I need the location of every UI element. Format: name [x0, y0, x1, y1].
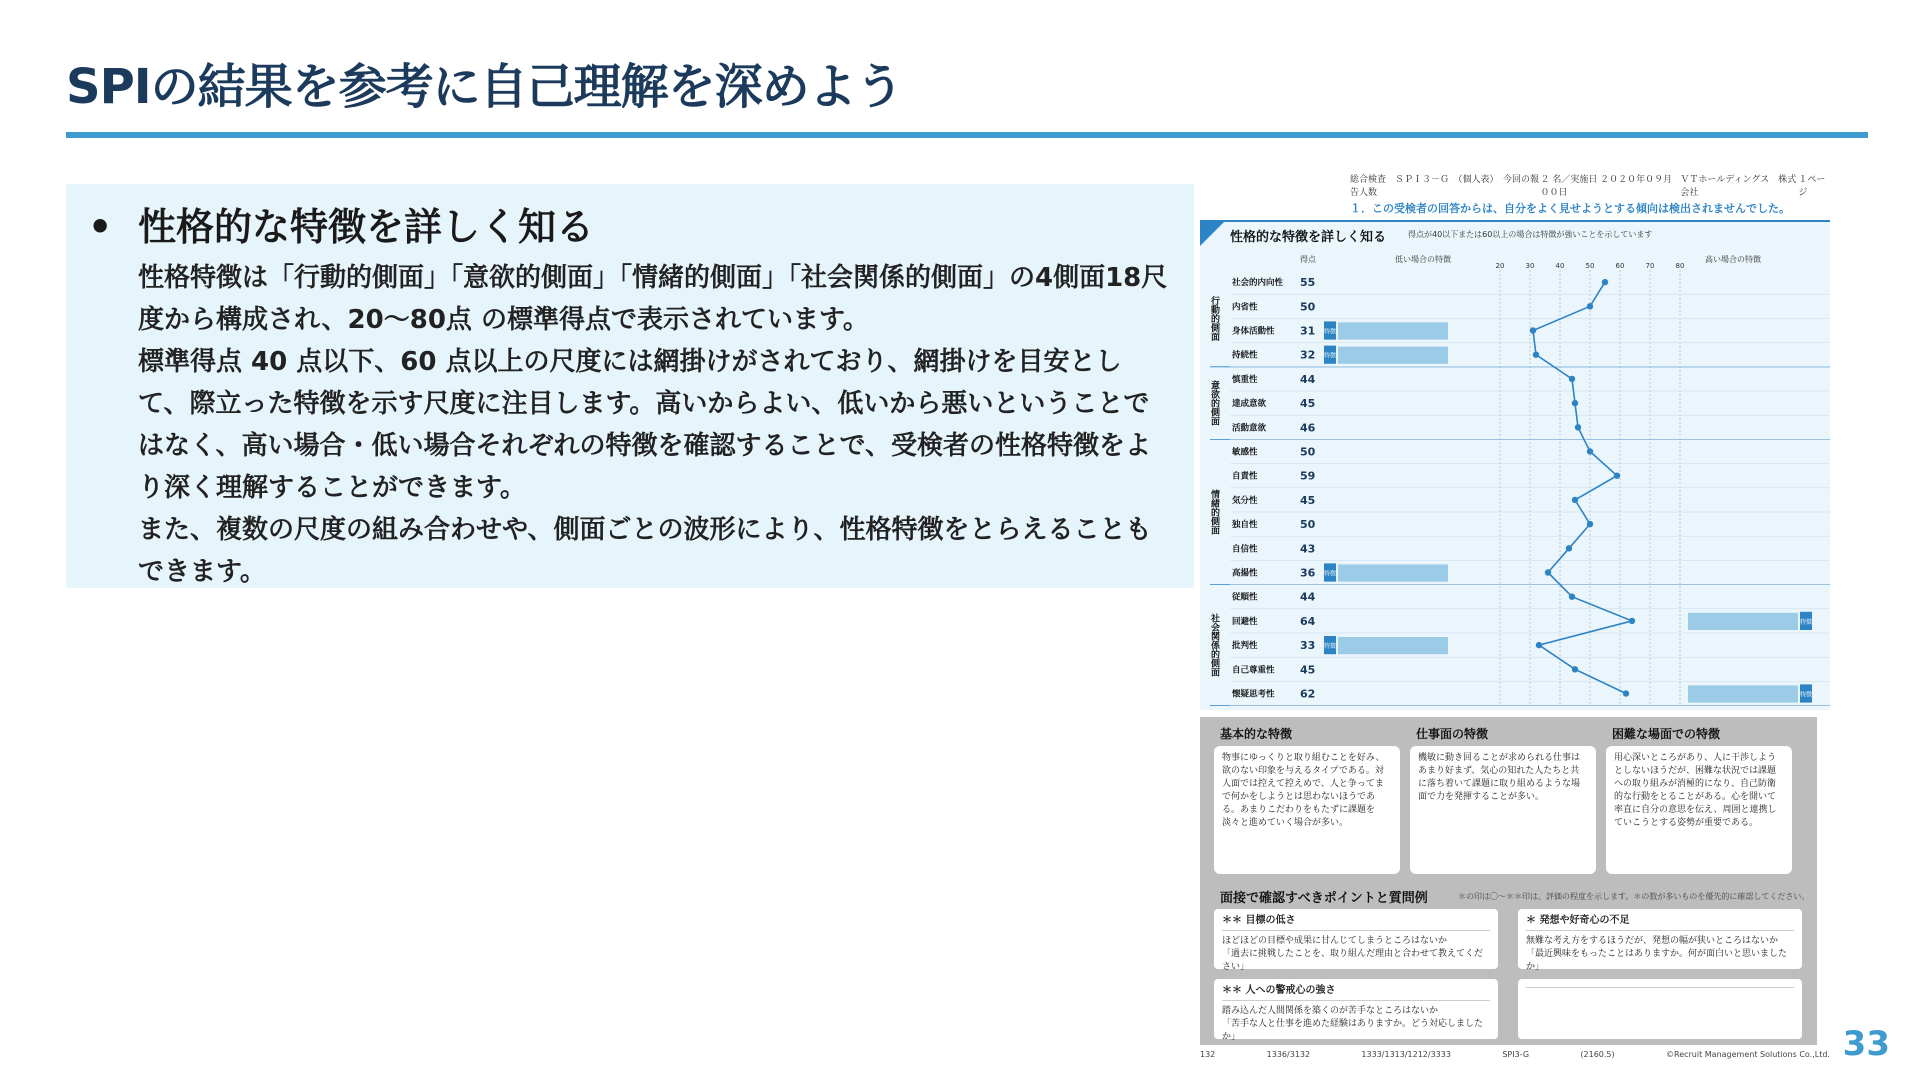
score-value: 45	[1300, 397, 1316, 411]
scale-label: 活動意欲	[1232, 423, 1267, 434]
chart-title: 性格的な特徴を詳しく知る	[1230, 230, 1387, 245]
score-value: 55	[1300, 276, 1316, 290]
paragraph-1: 性格特徴は「行動的側面」「意欲的側面」「情緒的側面」「社会関係的側面」の4側面18尺度から構成され、20～80点 の標準得点で表示されています。	[138, 263, 1168, 335]
feature-badge-label: 特徴	[1323, 328, 1337, 336]
interview-card-line: 「過去に挑戦したことを、取り組んだ理由と合わせて教えてください」	[1222, 949, 1484, 972]
data-point	[1536, 642, 1542, 648]
data-point	[1545, 569, 1551, 575]
summary-col-basic	[1200, 717, 1392, 874]
footer-item: SPI3-G	[1502, 1050, 1530, 1059]
footer-item: (2160.5)	[1580, 1050, 1615, 1059]
group-label: 社会関係的側面	[1209, 613, 1219, 677]
score-value: 36	[1300, 566, 1316, 580]
interview-card-1	[1214, 909, 1498, 972]
tick-label: 30	[1525, 262, 1535, 270]
score-value: 46	[1300, 421, 1316, 435]
interview-card-title: ＊＊ 目標の低さ	[1222, 914, 1490, 931]
scale-label: 慎重性	[1232, 374, 1258, 385]
tick-label: 60	[1615, 262, 1625, 270]
page-number: 33	[1842, 1024, 1890, 1064]
slide-title: SPIの結果を参考に自己理解を深めよう	[66, 59, 903, 115]
shaded-cell	[1338, 637, 1448, 654]
scale-label: 従順性	[1232, 592, 1258, 603]
data-point	[1587, 448, 1593, 454]
footer-item: 1333/1313/1212/3333	[1361, 1050, 1451, 1059]
high-header: 高い場合の特徴	[1705, 255, 1761, 264]
data-point	[1569, 376, 1575, 382]
summary-card-basic: 物事にゆっくりと取り組むことを好み、欲のない印象を与えるタイプである。対人面では控えて控えめで、人と争ってまで何かをしようとは思わないほうである。あまりこだわりをもたずに課題を淡々と進めていく場合が多い。	[1214, 746, 1400, 874]
meta-left: 総合検査 ＳＰＩ３－Ｇ （個人表） 今回の報告人数	[1350, 175, 1540, 198]
group-label: 意欲的側面	[1209, 380, 1219, 426]
scale-label: 批判性	[1232, 641, 1258, 652]
feature-badge-label: 特徴	[1799, 618, 1813, 626]
scale-label: 敏感性	[1232, 447, 1258, 458]
data-point	[1587, 303, 1593, 309]
summary-card-difficult: 用心深いところがあり、人に干渉しようとしないほうだが、困難な状況では課題への取り組みが消極的になり、自己防衛的な行動をとることがある。心を開いて率直に自分の意思を伝え、周囲と連携していこうとする姿勢が重要である。	[1606, 746, 1792, 874]
score-value: 50	[1300, 518, 1316, 532]
bullet-heading-row	[88, 196, 1172, 251]
summary-panel	[1200, 717, 1817, 1045]
interview-card-line: 無難な考え方をするほうだが、発想の幅が狭いところはないか	[1526, 936, 1779, 946]
title-divider	[66, 132, 1868, 138]
summary-col-difficult	[1592, 717, 1784, 874]
summary-card-work: 機敏に動き回ることが求められる仕事はあまり好まず、気心の知れた人たちと共に落ち着いて課題に取り組めるような場面で力を発揮することが多い。	[1410, 746, 1596, 874]
score-header: 得点	[1300, 255, 1316, 264]
explanation-box	[66, 184, 1194, 588]
interview-heading: 面接で確認すべきポイントと質問例	[1220, 891, 1428, 906]
spi-report-sample	[1200, 172, 1830, 1064]
footer-item: 132	[1200, 1050, 1216, 1059]
footer-item: ©Recruit Management Solutions Co.,Ltd.	[1666, 1050, 1830, 1059]
footer-item: 1336/3132	[1266, 1050, 1311, 1059]
data-point	[1575, 424, 1581, 430]
data-point	[1569, 594, 1575, 600]
scale-label: 回避性	[1232, 616, 1258, 627]
report-notice: １．この受検者の回答からは、自分をよく見せようとする傾向は検出されませんでした。	[1350, 202, 1790, 215]
paragraph-2: 標準得点 40 点以下、60 点以上の尺度には網掛けがされており、網掛けを目安として、際立った特徴を示す尺度に注目します。高いからよい、低いから悪いということではなく、高い場合・低い場合それぞれの特徴を確認することで、受検者の性格特徴をより深く理解することができます。	[138, 347, 1151, 503]
interview-card-line: 踏み込んだ人間関係を築くのが苦手なところはないか	[1222, 1006, 1439, 1016]
bullet-icon: •	[88, 205, 113, 249]
shaded-cell	[1688, 685, 1798, 702]
scale-label: 内省性	[1232, 302, 1258, 313]
meta-mid: ２ 名／実施日 ２０２０年０９月００日	[1540, 175, 1673, 198]
summary-col-work	[1396, 717, 1588, 874]
paragraph-3: また、複数の尺度の組み合わせや、側面ごとの波形により、性格特徴をとらえることもできます。	[138, 515, 1152, 587]
interview-card-line: 「最近興味をもったことはありますか。何が面白いと思いましたか」	[1526, 949, 1788, 972]
data-point	[1530, 327, 1536, 333]
score-value: 32	[1300, 348, 1316, 362]
data-point	[1629, 618, 1635, 624]
section-heading: 性格的な特徴を詳しく知る	[138, 205, 595, 249]
meta-page: １ページ	[1798, 175, 1826, 198]
score-value: 62	[1300, 687, 1316, 701]
summary-head-basic: 基本的な特徴	[1220, 727, 1293, 741]
data-point	[1566, 545, 1572, 551]
score-value: 33	[1300, 639, 1316, 653]
chart-note: 得点が40以下または60以上の場合は特徴が強いことを示しています	[1408, 230, 1653, 239]
score-value: 50	[1300, 445, 1316, 459]
interview-card-2	[1518, 909, 1802, 972]
scale-label: 自己尊重性	[1232, 665, 1275, 676]
score-value: 45	[1300, 493, 1316, 507]
feature-badge-label: 特徴	[1323, 352, 1337, 360]
scale-label: 自責性	[1232, 471, 1258, 482]
interview-note: ＊の印は〇～＊＊印は、評価の程度を示します。＊の数が多いものを優先的に確認してください。	[1458, 892, 1810, 901]
shaded-cell	[1688, 613, 1798, 630]
shaded-cell	[1338, 347, 1448, 364]
group-label: 情緒的側面	[1209, 489, 1219, 535]
feature-badge-label: 特徴	[1323, 570, 1337, 578]
tick-label: 50	[1585, 262, 1595, 270]
data-point	[1572, 666, 1578, 672]
feature-badge-label: 特徴	[1799, 691, 1813, 699]
tick-label: 40	[1555, 262, 1565, 270]
report-meta	[1350, 172, 1830, 216]
data-point	[1533, 352, 1539, 358]
interview-card-title: ＊＊ 人への警戒心の強さ	[1222, 984, 1490, 1001]
group-label: 行動的側面	[1209, 295, 1219, 341]
shaded-cell	[1338, 322, 1448, 339]
score-value: 43	[1300, 542, 1316, 556]
tick-label: 80	[1675, 262, 1685, 270]
summary-head-work: 仕事面の特徴	[1416, 727, 1489, 741]
scale-label: 社会的内向性	[1232, 278, 1284, 289]
data-point	[1602, 279, 1608, 285]
scale-label: 高揚性	[1232, 568, 1258, 579]
body-text	[138, 257, 1172, 593]
scale-label: 持続性	[1232, 350, 1258, 361]
scale-label: 身体活動性	[1232, 326, 1275, 337]
score-value: 64	[1300, 614, 1316, 628]
interview-card-title: ＊ 発想や好奇心の不足	[1526, 914, 1794, 931]
score-value: 50	[1300, 300, 1316, 314]
feature-badge-label: 特徴	[1323, 643, 1337, 651]
low-header: 低い場合の特徴	[1395, 255, 1451, 264]
interview-card-title	[1526, 984, 1794, 988]
scale-label: 達成意欲	[1232, 399, 1267, 410]
personality-chart-panel	[1200, 220, 1830, 710]
scale-label: 独自性	[1232, 520, 1258, 531]
scale-label: 自信性	[1232, 544, 1258, 555]
score-value: 59	[1300, 469, 1316, 483]
score-value: 45	[1300, 663, 1316, 677]
shaded-cell	[1338, 564, 1448, 581]
interview-card-line: 「苦手な人と仕事を進めた経験はありますか。どう対応しましたか」	[1222, 1019, 1484, 1042]
score-value: 31	[1300, 324, 1316, 338]
data-point	[1623, 690, 1629, 696]
scale-label: 懐疑思考性	[1232, 689, 1275, 700]
summary-head-difficult: 困難な場面での特徴	[1612, 727, 1721, 741]
score-value: 44	[1300, 372, 1316, 386]
data-point	[1572, 400, 1578, 406]
score-value: 44	[1300, 590, 1316, 604]
data-point	[1614, 473, 1620, 479]
data-point	[1572, 497, 1578, 503]
interview-card-3	[1214, 979, 1498, 1042]
interview-card-4	[1518, 979, 1802, 1039]
report-footer	[1200, 1050, 1830, 1059]
meta-company: ＶＴホールディングス 株式会社	[1680, 175, 1797, 198]
interview-card-line: ほどほどの目標や成果に甘んじてしまうところはないか	[1222, 936, 1448, 946]
personality-chart	[1200, 222, 1830, 712]
data-point	[1587, 521, 1593, 527]
tick-label: 20	[1495, 262, 1505, 270]
scale-label: 気分性	[1232, 495, 1258, 506]
tick-label: 70	[1645, 262, 1655, 270]
